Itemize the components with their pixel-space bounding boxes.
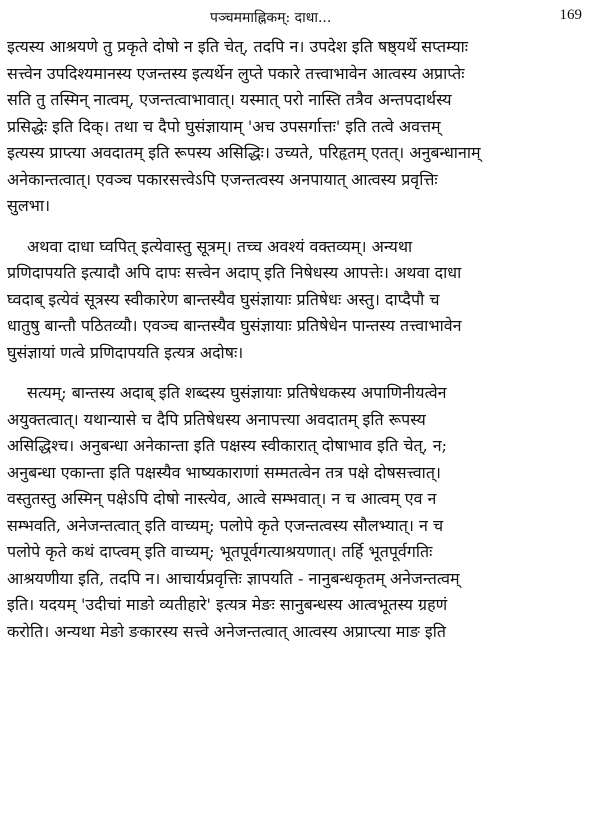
text-line: सम्भवति, अनेजन्तत्वात् इति वाच्यम्; पलोपे कृते एजन्तत्वस्य सौलभ्यात्। न च — [7, 515, 444, 535]
paragraph-2 — [7, 234, 585, 367]
text-line: घुसंज्ञायां णत्वे प्रणिदापयति इत्यत्र अदोषः। — [7, 342, 244, 362]
text-line: सति तु तस्मिन् नात्वम्, एजन्तत्वाभावात्। यस्मात् परो नास्ति तत्रैव अन्तपदार्थस्य — [7, 90, 452, 109]
page-number: 169 — [559, 7, 582, 23]
text-line: इत्यस्य प्राप्त्या अवदातम् इति रूपस्य असिद्धिः। उच्यते, परिहृतम् एतत्। अनुबन्धानाम् — [7, 143, 481, 162]
body-text — [7, 34, 585, 645]
text-line: अथवा दाधा घ्वपित् इत्येवास्तु सूत्रम्। तच्च अवश्यं वक्तव्यम्। अन्यथा — [27, 236, 413, 256]
text-line: करोति। अन्यथा मेङो ङकारस्य सत्त्वे अनेजन्तत्वात् आत्वस्य अप्राप्त्या माङ इति — [7, 621, 447, 641]
text-line: प्रणिदापयति इत्यादौ अपि दापः सत्त्वेन अदाप् इति निषेधस्य आपत्तेः। अथवा दाधा — [7, 263, 462, 282]
running-title: पञ्चममाह्निकम्: दाधा... — [210, 10, 332, 26]
text-line: अनेकान्तत्वात्। एवञ्च पकारसत्त्वेऽपि एजन्तत्वस्य अनपायात् आत्वस्य प्रवृत्तिः — [7, 169, 438, 189]
text-line: अनुबन्धा एकान्ता इति पक्षस्यैव भाष्यकाराणां सम्मतत्वेन तत्र पक्षे दोषसत्त्वात्। — [7, 462, 442, 482]
text-line: इत्यस्य आश्रयणे तु प्रकृते दोषो न इति चेत्, तदपि न। उपदेश इति षष्ठ्यर्थे सप्तम्याः — [7, 37, 468, 56]
paragraph-3 — [7, 380, 585, 645]
text-line: सुलभा। — [7, 196, 51, 215]
text-line: सत्त्वेन उपदिश्यमानस्य एजन्तस्य इत्यर्थेन लुप्ते पकारे तत्त्वाभावेन आत्वस्य अप्राप्तेः — [7, 63, 465, 83]
text-line: घ्वदाब् इत्येवं सूत्रस्य स्वीकारेण बान्तस्यैव घुसंज्ञायाः प्रतिषेधः अस्तु। दाप्दैपौ च — [7, 289, 440, 309]
text-line: प्रसिद्धेः इति दिक्। तथा च दैपो घुसंज्ञायाम् 'अच उपसर्गात्तः' इति तत्वे अवत्तम् — [7, 116, 441, 136]
text-line: असिद्धिश्च। अनुबन्धा अनेकान्ता इति पक्षस्य स्वीकारात् दोषाभाव इति चेत्, न; — [7, 436, 448, 455]
text-line: सत्यम्; बान्तस्य अदाब् इति शब्दस्य घुसंज्ञायाः प्रतिषेधकस्य अपाणिनीयत्वेन — [27, 383, 447, 402]
text-line: पलोपे कृते कथं दाप्त्वम् इति वाच्यम्; भूतपूर्वगत्याश्रयणात्। तर्हि भूतपूर्वगतिः — [7, 542, 433, 561]
text-line: आश्रयणीया इति, तदपि न। आचार्यप्रवृत्तिः ज्ञापयति - नानुबन्धकृतम् अनेजन्तत्वम् — [7, 568, 460, 588]
page-header — [0, 6, 600, 30]
text-line: अयुक्तत्वात्। यथान्यासे च दैपि प्रतिषेधस्य अनापत्त्या अवदातम् इति रूपस्य — [7, 409, 426, 429]
text-line: धातुषु बान्तौ पठितव्यौ। एवञ्च बान्तस्यैव घुसंज्ञायाः प्रतिषेधेन पान्तस्य तत्त्वाभावेन — [7, 316, 462, 335]
text-line: इति। यदयम् 'उदीचां माङो व्यतीहारे' इत्यत्र मेङः सानुबन्धस्य आत्वभूतस्य ग्रहणं — [7, 595, 448, 614]
text-line: वस्तुतस्तु अस्मिन् पक्षेऽपि दोषो नास्त्येव, आत्वे सम्भवात्। न च आत्वम् एव न — [7, 489, 437, 508]
paragraph-1 — [7, 34, 585, 220]
